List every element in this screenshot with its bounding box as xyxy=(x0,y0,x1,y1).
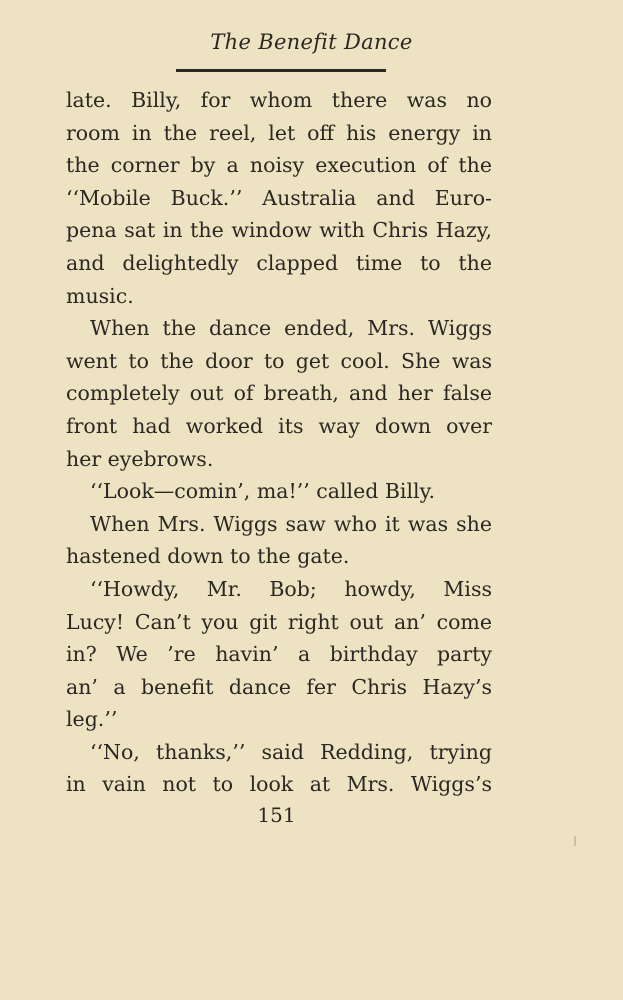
text-line: When Mrs. Wiggs saw who it was she xyxy=(90,511,492,536)
paragraph xyxy=(66,312,492,475)
paragraph xyxy=(66,84,492,312)
text-line: in? We ’re havin’ a birthday party xyxy=(66,642,492,667)
body-text xyxy=(66,84,492,801)
text-line: in vain not to look at Mrs. Wiggs’s xyxy=(66,772,492,797)
paragraph xyxy=(66,475,492,508)
text-line: ‘‘Mobile Buck.’’ Australia and Euro- xyxy=(66,185,492,210)
text-line: hastened down to the gate. xyxy=(66,544,350,569)
text-line: music. xyxy=(66,283,134,308)
paragraph xyxy=(66,508,492,573)
paper-speck xyxy=(574,836,576,846)
text-line: an’ a benefit dance fer Chris Hazy’s xyxy=(66,674,492,699)
paragraph xyxy=(66,736,492,801)
text-line: When the dance ended, Mrs. Wiggs xyxy=(90,316,492,341)
text-line: her eyebrows. xyxy=(66,446,214,471)
page-number: 151 xyxy=(257,803,296,827)
text-line: ‘‘Howdy, Mr. Bob; howdy, Miss xyxy=(90,576,492,601)
text-line: room in the reel, let off his energy in xyxy=(66,120,492,145)
text-line: ‘‘No, thanks,’’ said Redding, trying xyxy=(90,739,492,764)
text-line: leg.’’ xyxy=(66,707,118,732)
text-line: and delightedly clapped time to the xyxy=(66,250,492,275)
text-line: ‘‘Look—comin’, ma!’’ called Billy. xyxy=(90,479,435,504)
text-line: front had worked its way down over xyxy=(66,413,492,438)
text-line: pena sat in the window with Chris Hazy, xyxy=(66,218,492,243)
text-line: late. Billy, for whom there was no xyxy=(66,88,492,112)
header-rule xyxy=(176,69,386,72)
text-line: the corner by a noisy execution of the xyxy=(66,153,492,178)
running-title: The Benefit Dance xyxy=(210,30,413,54)
text-line: went to the door to get cool. She was xyxy=(66,348,492,373)
text-line: Lucy! Can’t you git right out an’ come xyxy=(66,609,492,634)
paragraph xyxy=(66,573,492,736)
text-line: completely out of breath, and her false xyxy=(66,381,492,406)
